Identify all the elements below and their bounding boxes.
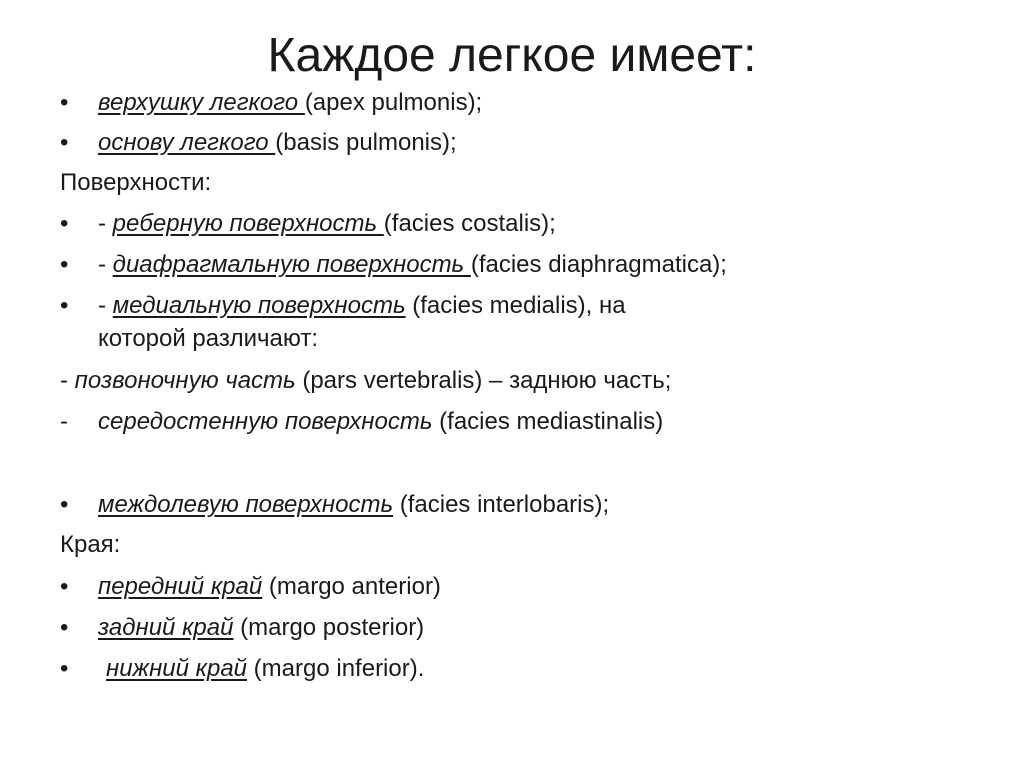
bullet-icon: • (60, 89, 69, 116)
list-item-apex (98, 88, 482, 118)
bullet-icon: • (60, 292, 69, 319)
list-item-vertebral (60, 366, 671, 396)
list-item-diaphragmatic (98, 250, 727, 280)
prefix-mediastinal: - (60, 408, 68, 435)
list-item-inferior (106, 654, 424, 684)
latin-anterior: (margo anterior) (262, 573, 441, 600)
list-item-posterior (98, 613, 424, 643)
latin-mediastinal: (facies mediastinalis) (432, 408, 664, 435)
bullet-icon: • (60, 210, 69, 237)
prefix-medial: - (98, 292, 113, 319)
latin-inferior: (margo inferior). (247, 655, 425, 682)
latin-costal: (facies costalis); (383, 210, 556, 237)
term-mediastinal: середостенную поверхность (98, 408, 433, 435)
list-item-mediastinal (98, 407, 663, 437)
bullet-icon: • (60, 655, 69, 682)
list-item-medial (98, 291, 626, 321)
term-medial: медиальную поверхность (112, 292, 406, 319)
margins-heading: Края: (60, 531, 121, 558)
bullet-icon: • (60, 614, 69, 641)
bullet-icon: • (60, 251, 69, 278)
term-anterior: передний край (98, 573, 263, 600)
latin-apex: (apex pulmonis); (304, 89, 483, 116)
bullet-icon: • (60, 129, 69, 156)
list-item-interlobar (98, 490, 609, 520)
list-item-anterior (98, 572, 441, 602)
latin-vertebral: (pars vertebralis) – заднюю часть; (295, 367, 672, 394)
latin-diaphragmatic: (facies diaphragmatica); (470, 251, 727, 278)
surfaces-heading: Поверхности: (60, 169, 212, 196)
list-item-basis (98, 128, 457, 158)
latin-basis: (basis pulmonis); (275, 129, 457, 156)
latin-posterior: (margo posterior) (233, 614, 425, 641)
term-apex: верхушку легкого (98, 89, 305, 116)
latin-medial: (facies medialis), на (405, 292, 626, 319)
term-costal: реберную поверхность (112, 210, 384, 237)
list-item-costal (98, 209, 556, 239)
term-interlobar: междолевую поверхность (98, 491, 394, 518)
term-diaphragmatic: диафрагмальную поверхность (112, 251, 471, 278)
term-inferior: нижний край (106, 655, 248, 682)
term-vertebral: позвоночную часть (74, 367, 296, 394)
bullet-icon: • (60, 573, 69, 600)
medial-continuation: которой различают: (98, 325, 318, 352)
latin-interlobar: (facies interlobaris); (393, 491, 610, 518)
slide-title: Каждое легкое имеет: (267, 29, 757, 82)
prefix-costal: - (98, 210, 113, 237)
bullet-icon: • (60, 491, 69, 518)
prefix-vertebral: - (60, 367, 75, 394)
term-posterior: задний край (98, 614, 234, 641)
prefix-diaphragmatic: - (98, 251, 113, 278)
term-basis: основу легкого (98, 129, 276, 156)
